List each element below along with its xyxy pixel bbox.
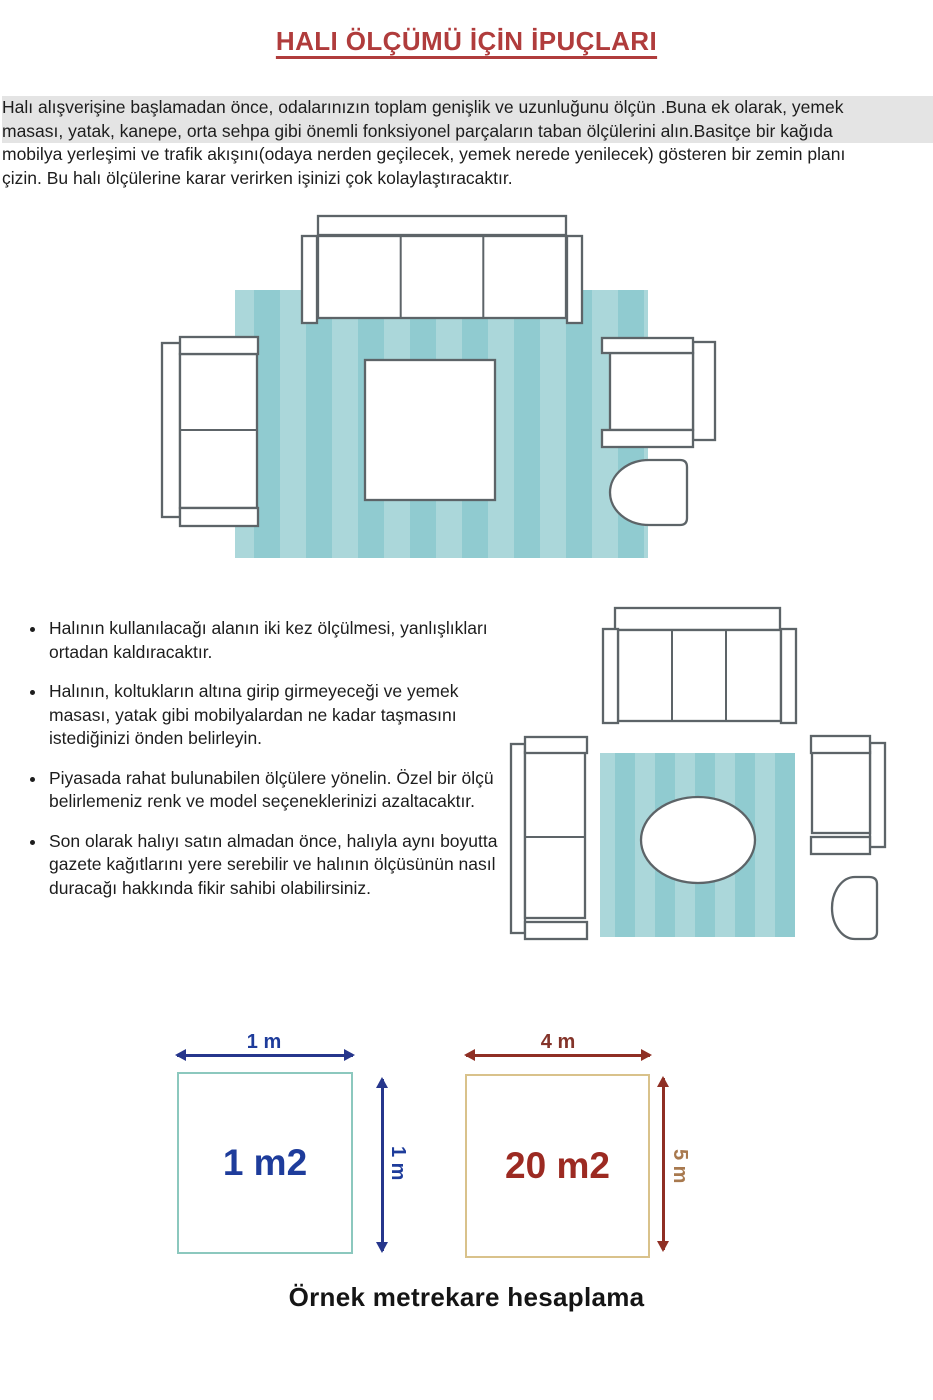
side-table-icon xyxy=(832,877,877,939)
armchair-icon xyxy=(811,736,885,854)
page-title: HALI ÖLÇÜMÜ İÇİN İPUÇLARI xyxy=(275,26,658,56)
sofa-icon xyxy=(603,608,796,723)
intro-line: mobilya yerleşimi ve trafik akışını(odaya nerden geçilecek, yemek nerede yenilecek) gösteren bir zemin planı xyxy=(2,144,846,164)
square-20m2 xyxy=(465,1074,650,1258)
square1-area-label: 1 m2 xyxy=(222,1142,308,1183)
armchair-icon xyxy=(602,338,715,447)
intro-line: Halı alışverişine başlamadan önce, odalarınızın toplam genişlik ve uzunluğunu ölçün .Buna ek olarak, yemek xyxy=(2,96,933,120)
square1-height-label: 1 m xyxy=(387,1145,409,1181)
intro-paragraph xyxy=(2,96,933,190)
square2-height-label: 5 m xyxy=(669,1148,691,1184)
tip-item: • Son olarak halıyı satın almadan önce, halıyla aynı boyutta gazete kağıtlarını yere serebilir ve halının ölçüsünün nasıl duracağı hakkında fikir sahibi olabilirsiniz. xyxy=(47,830,509,901)
room-layout-diagram-small xyxy=(495,595,895,945)
oval-table-icon xyxy=(641,797,755,883)
intro-line: çizin. Bu halı ölçülerine karar verirken işinizi çok kolaylaştıracaktır. xyxy=(2,167,513,188)
example-caption: Örnek metrekare hesaplama xyxy=(288,1282,645,1312)
intro-line: masası, yatak, kanepe, orta sehpa gibi önemli fonksiyonel parçaların taban ölçülerini alın.Basitçe bir kağıda xyxy=(2,120,933,144)
square2-area-label: 20 m2 xyxy=(505,1145,610,1186)
tips-list xyxy=(25,617,509,916)
side-table-icon xyxy=(610,460,687,525)
square2-height-arrow-icon xyxy=(662,1078,665,1250)
square2-width-arrow-icon xyxy=(466,1054,650,1057)
square-1m2 xyxy=(177,1072,353,1254)
tip-item: • Halının kullanılacağı alanın iki kez ölçülmesi, yanlışlıkları ortadan kaldıracaktır. xyxy=(47,617,509,664)
tip-item: • Halının, koltukların altına girip girmeyeceği ve yemek masası, yatak gibi mobilyalardan ne kadar taşmasını istediğinizi önden belirleyin. xyxy=(47,680,509,751)
area-examples xyxy=(0,1025,933,1281)
square1-height-arrow-icon xyxy=(381,1079,384,1251)
square1-width-label: 1 m xyxy=(246,1031,282,1053)
coffee-table-icon xyxy=(365,360,495,500)
loveseat-icon xyxy=(162,337,258,526)
square2-width-label: 4 m xyxy=(540,1031,576,1053)
square1-width-arrow-icon xyxy=(177,1054,353,1057)
room-layout-diagram-large xyxy=(150,214,750,575)
tip-item: • Piyasada rahat bulunabilen ölçülere yönelin. Özel bir ölçü belirlemeniz renk ve model seçeneklerinizi azaltacaktır. xyxy=(47,767,509,814)
loveseat-icon xyxy=(511,737,587,939)
sofa-icon xyxy=(302,216,582,323)
